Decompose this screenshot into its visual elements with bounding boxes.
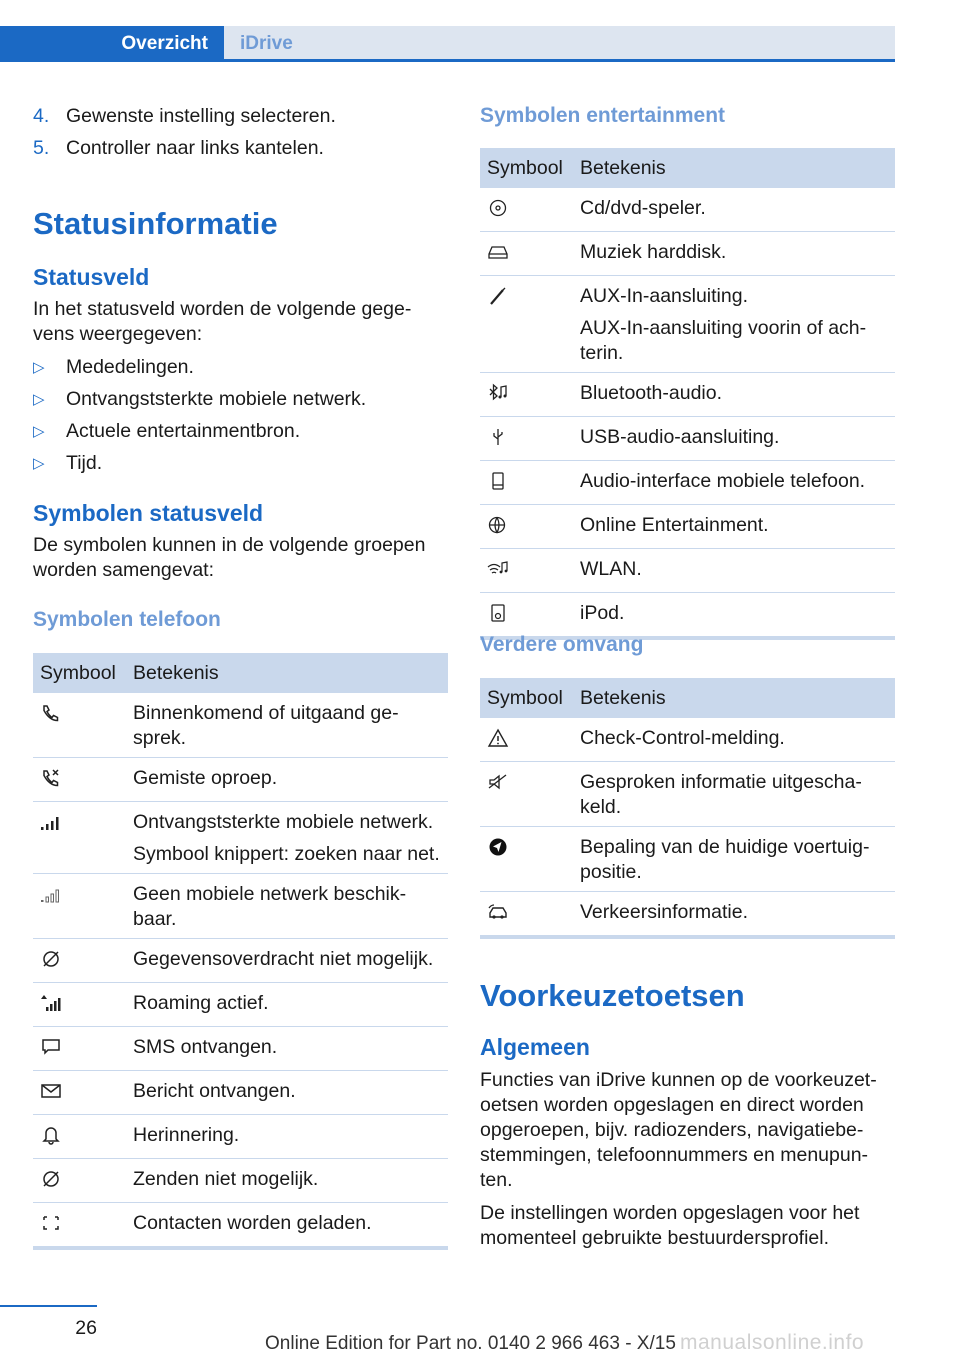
cell-text: Geen mobiele netwerk beschikbaar. [133,883,407,930]
column-header-betekenis: Betekenis [126,653,448,693]
table-row [480,762,895,827]
entertainment-table-wrap [480,148,895,640]
ipod-icon [487,603,509,623]
cell-text: Herinnering. [133,1124,240,1146]
cell-text: Ontvangststerkte mobiele netwerk. [133,811,434,833]
cell-text: Bepaling van de huidige voertuigpositie. [580,836,870,883]
column-header-betekenis: Betekenis [573,678,895,718]
steps-list [33,104,448,168]
cell-text: Gesproken informatie uitgeschakeld. [580,771,862,818]
table-row [33,874,448,939]
cell-text: WLAN. [580,558,642,580]
cell-text: Bericht ontvangen. [133,1080,296,1102]
table-row [480,827,895,892]
watermark: manualsonline.info [680,1331,865,1354]
no-network-icon [40,884,62,904]
list-item [33,451,448,476]
speaker-off-icon [487,772,509,792]
list-item [33,419,448,444]
column-header-symbool: Symbool [480,678,573,718]
bullet-text: Tijd. [66,452,103,474]
position-icon [487,837,509,857]
table-row [33,802,448,874]
step-number: 5. [33,137,50,159]
list-item [33,104,448,129]
bullet-text: Actuele entertainmentbron. [66,420,301,442]
tab-overzicht[interactable]: Overzicht [0,26,224,62]
contacts-loading-icon [40,1213,62,1233]
column-header-symbool: Symbool [480,148,573,188]
roaming-icon [40,993,62,1013]
heading-symbolen-statusveld: Symbolen statusveld [33,500,264,526]
bluetooth-audio-icon [487,383,509,403]
list-item [33,387,448,412]
omvang-table-wrap [480,678,895,939]
table-row [33,939,448,983]
telefoon-table [33,653,448,1246]
list-item [33,355,448,380]
aux-icon [487,286,509,306]
table-row [480,373,895,417]
heading-symbolen-telefoon: Symbolen telefoon [33,608,221,631]
entertainment-table [480,148,895,636]
table-row [480,892,895,936]
edition-footer: Online Edition for Part no. 0140 2 966 463 - X/15 [265,1333,676,1354]
cell-text: Cd/dvd-speler. [580,197,706,219]
telefoon-table-wrap [33,653,448,1250]
table-row [33,983,448,1027]
table-row [480,718,895,762]
cell-text: Gemiste oproep. [133,767,278,789]
cell-text: AUX-In-aansluiting voorin of achterin. [580,317,867,364]
algemeen-paragraph-1: Functies van iDrive kunnen op de voorkeuzetoetsen worden opgeslagen en direct worden opgeroepen, bijv. radiozenders, navigatiebestemmingen, telefoonnummers en menupunten. [480,1069,877,1191]
cell-text: Binnenkomend of uitgaand gesprek. [133,702,399,749]
step-text: Gewenste instelling selecteren. [66,105,336,127]
table-bottom-rule [33,1246,448,1250]
table-row [33,1027,448,1071]
status-bullets [33,355,448,483]
cell-text: Roaming actief. [133,992,269,1014]
cell-text: Symbool knippert: zoeken naar net. [133,843,440,865]
tab-underline [0,59,895,62]
phone-icon [40,703,62,723]
triangle-bullet-icon: ▷ [33,391,45,408]
column-header-betekenis: Betekenis [573,148,895,188]
table-row [33,1159,448,1203]
cell-text: Muziek harddisk. [580,241,727,263]
bell-icon [40,1125,62,1145]
missed-call-icon [40,768,62,788]
mobile-phone-icon [487,471,509,491]
sms-icon [40,1037,62,1057]
heading-symbolen-entertainment: Symbolen entertainment [480,104,726,127]
tab-bar [0,26,895,62]
wlan-icon [487,559,509,579]
heading-algemeen: Algemeen [480,1034,590,1060]
cell-text: Contacten worden geladen. [133,1212,372,1234]
table-row [480,232,895,276]
heading-voorkeuzetoetsen: Voorkeuzetoetsen [480,978,745,1013]
list-item [33,136,448,161]
table-row [480,505,895,549]
page-number: 26 [75,1317,97,1339]
envelope-icon [40,1081,62,1101]
cell-text: Zenden niet mogelijk. [133,1168,319,1190]
cell-text: AUX-In-aansluiting. [580,285,748,307]
table-row [480,549,895,593]
table-row [480,461,895,505]
cell-text: Online Entertainment. [580,514,769,536]
table-row [33,1115,448,1159]
cell-text: Audio-interface mobiele telefoon. [580,470,866,492]
table-row [480,188,895,232]
table-row [480,593,895,637]
table-row [480,276,895,373]
cell-text: Gegevensoverdracht niet mogelijk. [133,948,434,970]
triangle-bullet-icon: ▷ [33,423,45,440]
table-bottom-rule [480,935,895,939]
step-text: Controller naar links kantelen. [66,137,324,159]
heading-verdere-omvang: Verdere omvang [480,633,644,656]
heading-statusveld: Statusveld [33,264,150,290]
no-send-icon [40,1169,62,1189]
page-number-rule [0,1305,97,1307]
table-row [33,1071,448,1115]
usb-icon [487,427,509,447]
triangle-bullet-icon: ▷ [33,359,45,376]
bullet-text: Mededelingen. [66,356,194,378]
cd-icon [487,198,509,218]
cell-text: SMS ontvangen. [133,1036,278,1058]
cell-text: USB-audio-aansluiting. [580,426,780,448]
cell-text: Verkeersinformatie. [580,901,748,923]
globe-icon [487,515,509,535]
table-row [33,758,448,802]
cell-text: iPod. [580,602,625,624]
algemeen-paragraph-2: De instellingen worden opgeslagen voor het momenteel gebruikte bestuurdersprofiel. [480,1202,860,1249]
heading-statusinformatie: Statusinformatie [33,206,278,241]
omvang-table [480,678,895,935]
statusveld-text: In het statusveld worden de volgende gegevens weergegeven: [33,298,412,345]
cell-text: Bluetooth-audio. [580,382,723,404]
cell-text: Check-Control-melding. [580,727,785,749]
signal-strength-icon [40,812,62,832]
triangle-bullet-icon: ▷ [33,455,45,472]
no-data-icon [40,949,62,969]
table-row [480,417,895,461]
harddisk-icon [487,242,509,262]
tab-idrive[interactable]: iDrive [240,33,293,54]
table-row [33,693,448,758]
bullet-text: Ontvangststerkte mobiele netwerk. [66,388,367,410]
table-row [33,1203,448,1247]
step-number: 4. [33,105,50,127]
warning-icon [487,728,509,748]
traffic-icon [487,902,509,922]
column-header-symbool: Symbool [33,653,126,693]
symbolen-text: De symbolen kunnen in de volgende groepen worden samengevat: [33,534,426,581]
